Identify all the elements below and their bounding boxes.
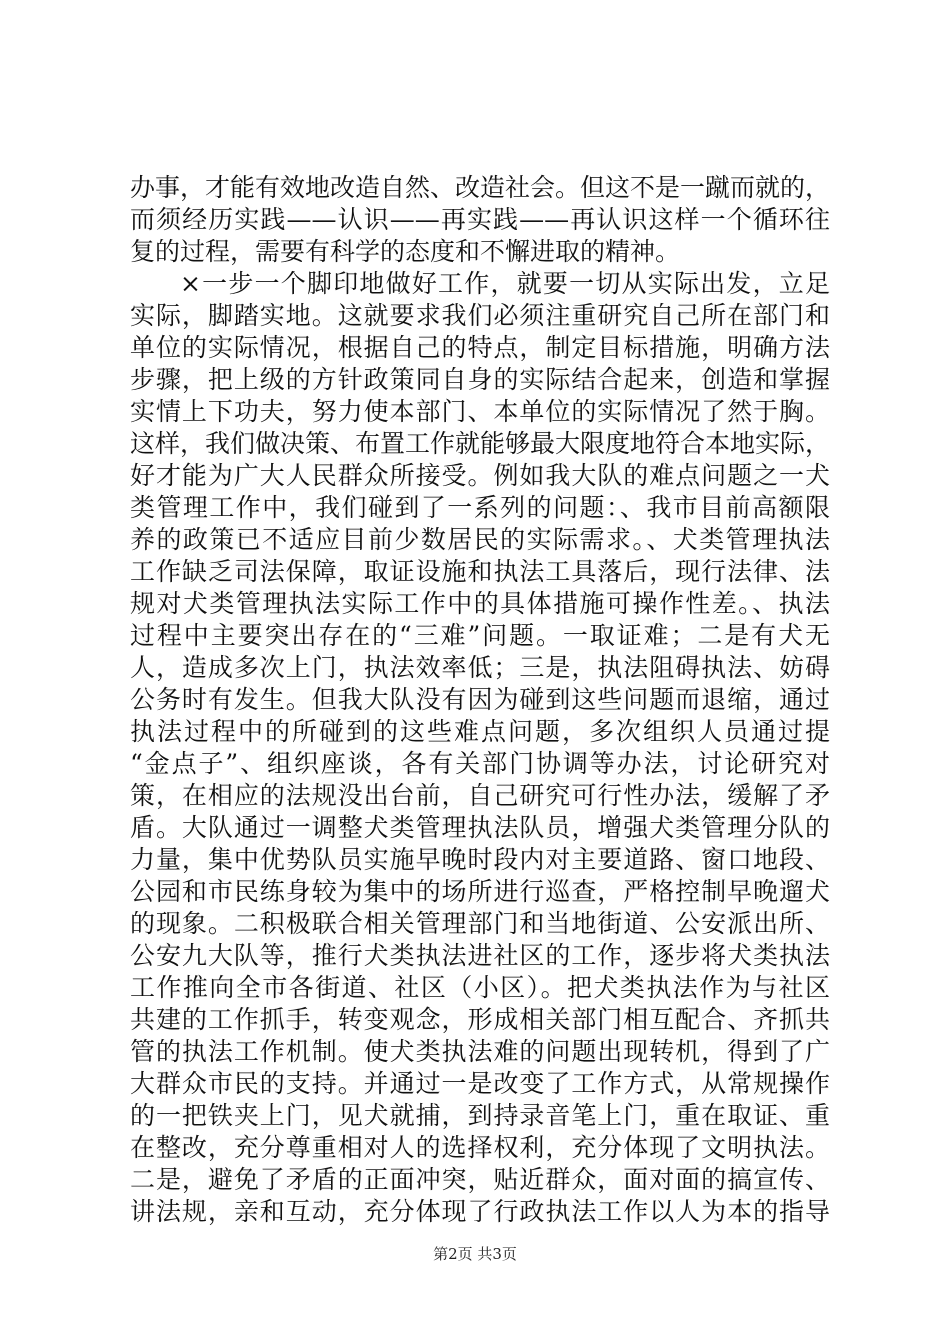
text-line: 单位的实际情况，根据自己的特点，制定目标措施，明确方法 — [130, 333, 830, 362]
text-line: 大群众市民的支持。并通过一是改变了工作方式，从常规操作 — [130, 1069, 830, 1098]
text-line: 复的过程，需要有科学的态度和不懈进取的精神。 — [130, 237, 681, 266]
text-line: 讲法规，亲和互动，充分体现了行政执法工作以人为本的指导 — [130, 1197, 830, 1226]
text-line: 而须经历实践——认识——再实践——再认识这样一个循环往 — [130, 205, 830, 234]
text-line: 实情上下功夫，努力使本部门、本单位的实际情况了然于胸。 — [130, 397, 830, 426]
text-line: 公务时有发生。但我大队没有因为碰到这些问题而退缩，通过 — [130, 685, 830, 714]
text-line: ×一步一个脚印地做好工作，就要一切从实际出发，立足 — [180, 269, 830, 298]
text-line: 工作缺乏司法保障，取证设施和执法工具落后，现行法律、法 — [130, 557, 830, 586]
text-line: 养的政策已不适应目前少数居民的实际需求。、犬类管理执法 — [130, 525, 830, 554]
text-line: 管的执法工作机制。使犬类执法难的问题出现转机，得到了广 — [130, 1037, 830, 1066]
text-line: 的现象。二积极联合相关管理部门和当地街道、公安派出所、 — [130, 909, 830, 938]
text-line: 力量，集中优势队员实施早晚时段内对主要道路、窗口地段、 — [130, 845, 830, 874]
text-line: 执法过程中的所碰到的这些难点问题，多次组织人员通过提 — [130, 717, 830, 746]
text-line: 好才能为广大人民群众所接受。例如我大队的难点问题之一犬 — [130, 461, 830, 490]
text-line: 过程中主要突出存在的“三难”问题。一取证难；二是有犬无 — [130, 621, 830, 650]
page-footer: 第2页 共3页 — [433, 1245, 517, 1263]
text-line: 规对犬类管理执法实际工作中的具体措施可操作性差。、执法 — [130, 589, 830, 618]
text-line: 的一把铁夹上门，见犬就捕，到持录音笔上门，重在取证、重 — [130, 1101, 830, 1130]
text-line: 实际，脚踏实地。这就要求我们必须注重研究自己所在部门和 — [130, 301, 830, 330]
text-line: 人，造成多次上门，执法效率低；三是，执法阻碍执法、妨碍 — [130, 653, 830, 682]
text-line: 二是，避免了矛盾的正面冲突，贴近群众，面对面的搞宣传、 — [130, 1165, 830, 1194]
text-line: 办事，才能有效地改造自然、改造社会。但这不是一蹴而就的， — [130, 173, 831, 202]
text-line: “金点子”、组织座谈，各有关部门协调等办法，讨论研究对 — [130, 749, 830, 778]
body-text — [130, 172, 830, 1228]
text-line: 共建的工作抓手，转变观念，形成相关部门相互配合、齐抓共 — [130, 1005, 830, 1034]
text-line: 这样，我们做决策、布置工作就能够最大限度地符合本地实际， — [130, 429, 831, 458]
text-line: 盾。大队通过一调整犬类管理执法队员，增强犬类管理分队的 — [130, 813, 830, 842]
text-line: 公安九大队等，推行犬类执法进社区的工作，逐步将犬类执法 — [130, 941, 830, 970]
text-line: 工作推向全市各街道、社区（小区）。把犬类执法作为与社区 — [130, 973, 830, 1002]
text-line: 在整改，充分尊重相对人的选择权利，充分体现了文明执法。 — [130, 1133, 830, 1162]
text-line: 公园和市民练身较为集中的场所进行巡查，严格控制早晚遛犬 — [130, 877, 830, 906]
text-line: 策，在相应的法规没出台前，自己研究可行性办法，缓解了矛 — [130, 781, 830, 810]
text-line: 步骤，把上级的方针政策同自身的实际结合起来，创造和掌握 — [130, 365, 830, 394]
text-line: 类管理工作中，我们碰到了一系列的问题：、我市目前高额限 — [130, 493, 830, 522]
